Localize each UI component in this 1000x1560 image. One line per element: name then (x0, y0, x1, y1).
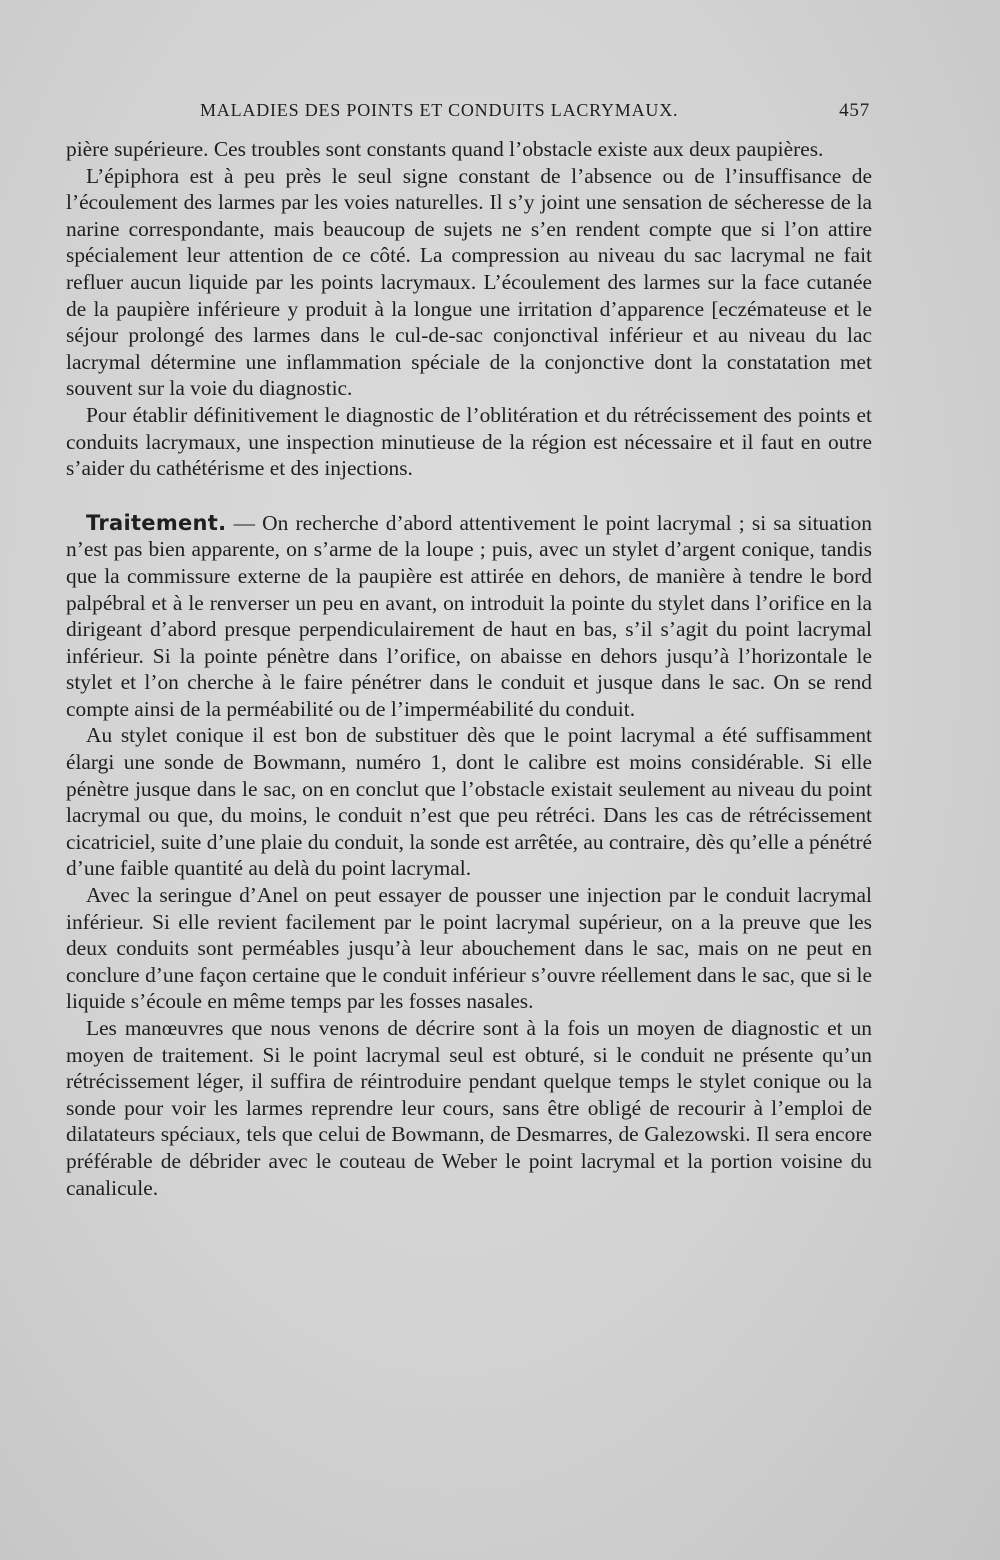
section-heading: Traitement. (86, 510, 227, 535)
body-text (66, 136, 872, 1201)
paragraph-manoeuvres: Les manœuvres que nous venons de décrire sont à la fois un moyen de diagnostic et un moyen de traitement. Si le point lacrymal seul est obturé, si le conduit ne présente qu’un rétrécissement léger, il suffira de réintroduire pendant quelque temps le stylet conique ou la sonde pour voir les larmes reprendre leur cours, sans être obligé de recourir à l’emploi de dilatateurs spéciaux, tels que celui de Bowmann, de Desmarres, de Galezowski. Il sera encore préférable de débrider avec le couteau de Weber le point lacrymal et la portion voisine du canalicule. (66, 1016, 872, 1200)
running-title: MALADIES DES POINTS ET CONDUITS LACRYMAUX. (200, 100, 679, 120)
paragraph-traitement (66, 510, 872, 723)
paragraph-traitement-text: — On recherche d’abord attentivement le point lacrymal ; si sa situation n’est pas bien apparente, on s’arme de la loupe ; puis, avec un stylet d’argent conique, tandis que la commissure externe de la paupière est attirée en dehors, de manière à tendre le bord palpébral et à le renverser un peu en avant, on introduit la pointe du stylet dans l’orifice en la dirigeant d’abord presque perpendiculairement de haut en bas, s’il s’agit du point lacrymal inférieur. Si la pointe pénètre dans l’orifice, on abaisse en dehors jusqu’à l’horizontale le stylet et l’on cherche à le faire pénétrer dans le conduit et jusque dans le sac. On se rend compte ainsi de la perméabilité ou de l’imperméabilité du conduit. (66, 510, 872, 721)
paragraph-stylet: Au stylet conique il est bon de substituer dès que le point lacrymal a été suffisamment élargi une sonde de Bowmann, numéro 1, dont le calibre est moins considérable. Si elle pénètre jusque dans le sac, on en conclut que l’obstacle existait seulement au niveau du point lacrymal ou que, du moins, le conduit n’est que peu rétréci. Dans les cas de rétrécissement cicatriciel, suite d’une plaie du conduit, la sonde est arrêtée, au contraire, dès qu’elle a pénétré d’une faible quantité au delà du point lacrymal. (66, 723, 872, 881)
paragraph-continuation: pière supérieure. Ces troubles sont constants quand l’obstacle existe aux deux paupières. (66, 137, 824, 161)
paragraph-seringue: Avec la seringue d’Anel on peut essayer de pousser une injection par le conduit lacrymal inférieur. Si elle revient facilement par le point lacrymal supérieur, on a la preuve que les deux conduits sont perméables jusqu’à leur abouchement dans le sac, mais on ne peut en conclure d’une façon certaine que le conduit inférieur s’ouvre réellement dans le sac, que si le liquide s’écoule en même temps par les fosses nasales. (66, 883, 872, 1014)
page-number: 457 (839, 100, 870, 121)
running-head (200, 100, 870, 122)
paragraph-epiphora: L’épiphora est à peu près le seul signe constant de l’absence ou de l’insuffisance de l’écoulement des larmes par les voies naturelles. Il s’y joint une sensation de sécheresse de la narine correspondante, mais beaucoup de sujets ne s’en rendent compte que si l’on attire spécialement leur attention de ce côté. La compression au niveau du sac lacrymal ne fait refluer aucun liquide par les points lacrymaux. L’écoulement des larmes sur la face cutanée de la paupière inférieure y produit à la longue une irritation d’apparence [eczémateuse et le séjour prolongé des larmes dans le cul-de-sac conjonctival inférieur et au niveau du lac lacrymal détermine une inflammation spéciale de la conjonctive dont la constatation met souvent sur la voie du diagnostic. (66, 163, 872, 401)
paragraph-diagnostic: Pour établir définitivement le diagnostic de l’oblitération et du rétrécissement des points et conduits lacrymaux, une inspection minutieuse de la région est nécessaire et il faut en outre s’aider du cathétérisme et des injections. (66, 402, 872, 481)
